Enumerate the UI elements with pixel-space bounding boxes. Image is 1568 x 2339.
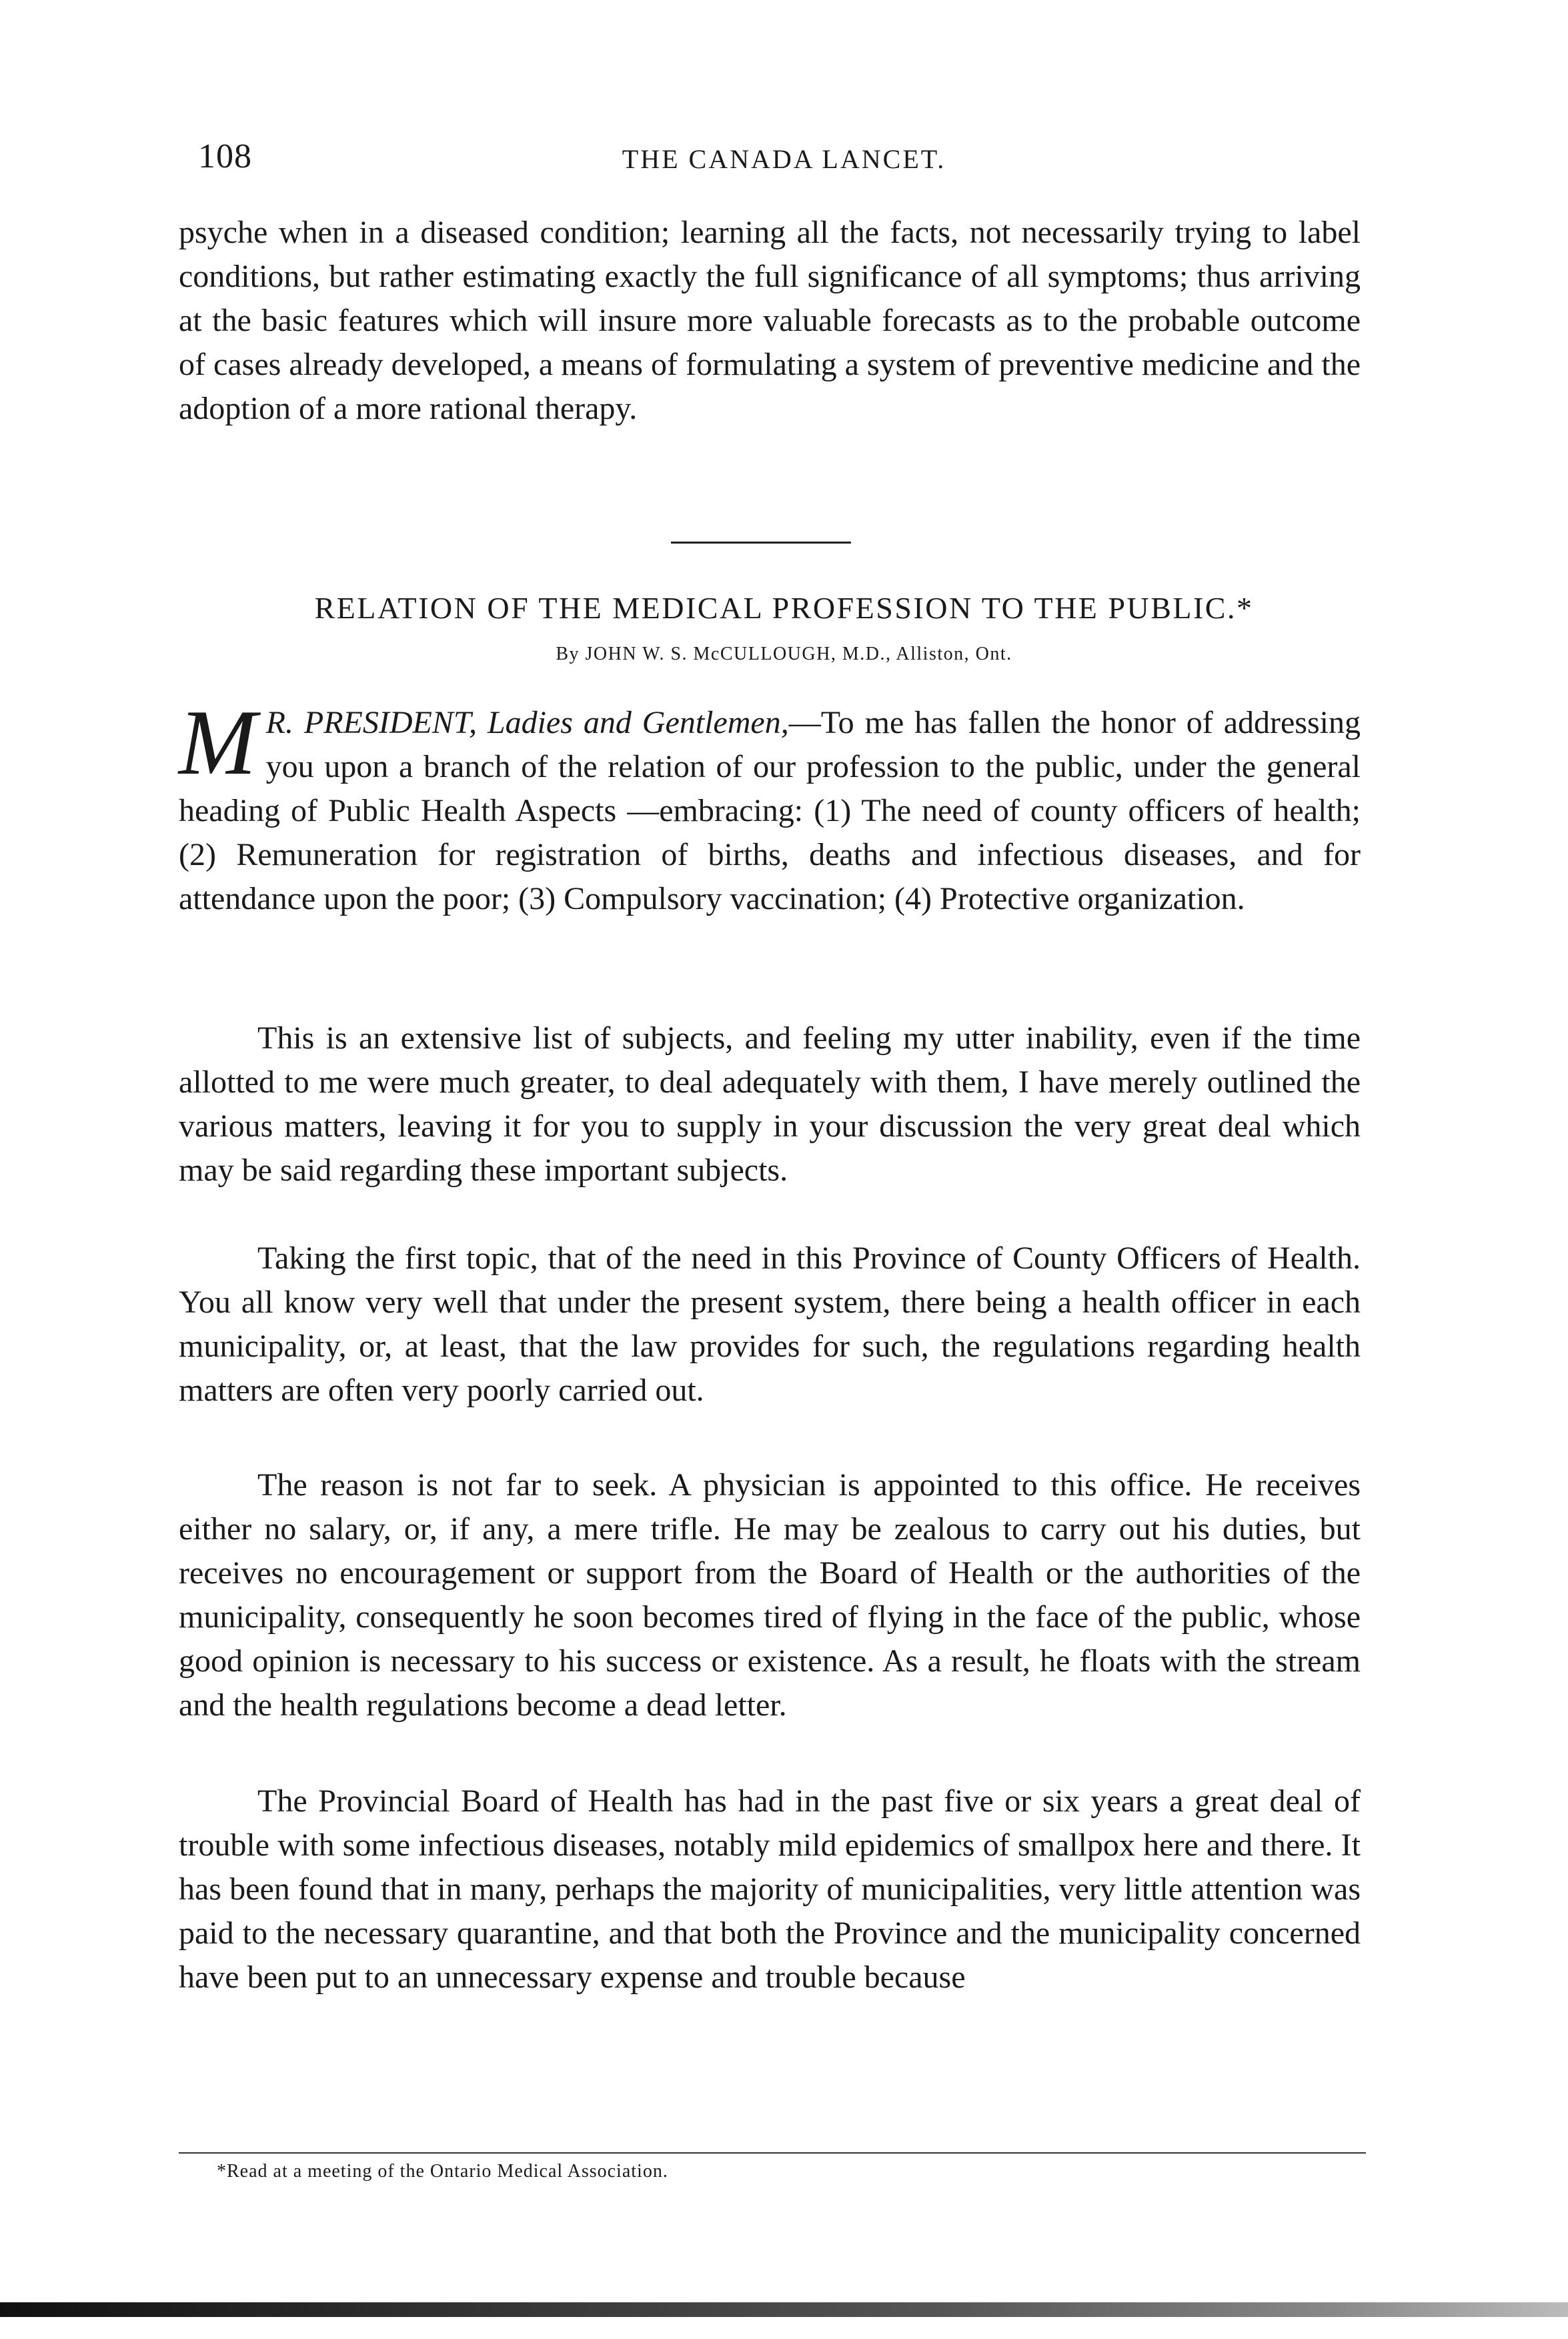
footnote: *Read at a meeting of the Ontario Medical Association.: [217, 2161, 668, 2182]
running-head: THE CANADA LANCET.: [622, 144, 946, 174]
footnote-rule: [179, 2152, 1366, 2154]
body-paragraph: The reason is not far to seek. A physician is appointed to this office. He receives either no salary, or, if any, a mere trifle. He may be zealous to carry out his duties, but receives no encouragement or support from the Board of Health or the authorities of the municipality, consequently he soon becomes tired of flying in the face of the public, whose good opinion is necessary to his success or existence. As a result, he floats with the stream and the health regulations become a dead letter.: [179, 1467, 1361, 1723]
opening-paragraph-text: —To me has fallen the honor of addressing you upon a branch of the relation of our profession to the public, under the general heading of Public Health Aspects —embracing: (1) The need of county officers of health; (2) Remuneration for registration of births, deaths and infectious diseases, and for attendance upon the poor; (3) Compulsory vaccination; (4) Protective organization.: [179, 705, 1361, 916]
article-title: RELATION OF THE MEDICAL PROFESSION TO THE PUBLIC.*: [314, 591, 1254, 625]
article-byline: By JOHN W. S. McCULLOUGH, M.D., Alliston, Ont.: [556, 644, 1012, 664]
salutation: R. PRESIDENT, Ladies and Gentlemen,: [265, 705, 789, 740]
body-paragraph: The Provincial Board of Health has had in the past five or six years a great deal of trouble with some infectious diseases, notably mild epidemics of smallpox here and there. It has been found that in many, perhaps the majority of municipalities, very little attention was paid to the necessary quarantine, and that both the Province and the municipality concerned have been put to an unnecessary expense and trouble because: [179, 1783, 1361, 1995]
page-number: 108: [198, 137, 252, 175]
drop-cap: M: [179, 691, 257, 794]
continuation-paragraph: psyche when in a diseased condition; learning all the facts, not necessarily trying to label conditions, but rather estimating exactly the full significance of all symptoms; thus arriving at the basic features which will insure more valuable forecasts as to the probable outcome of cases already developed, a means of formulating a system of preventive medicine and the adoption of a more rational therapy.: [179, 215, 1361, 426]
section-divider: [671, 542, 851, 544]
scan-edge-bar: [0, 2302, 1568, 2317]
body-paragraph: This is an extensive list of subjects, and feeling my utter inability, even if the time allotted to me were much greater, to deal adequately with them, I have merely outlined the various matters, leaving it for you to supply in your discussion the very great deal which may be said regarding these important subjects.: [179, 1020, 1361, 1188]
opening-paragraph: [179, 691, 1361, 921]
body-paragraph: Taking the first topic, that of the need in this Province of County Officers of Health. You all know very well that under the present system, there being a health officer in each municipality, or, at least, that the law provides for such, the regulations regarding health matters are often very poorly carried out.: [179, 1241, 1361, 1408]
